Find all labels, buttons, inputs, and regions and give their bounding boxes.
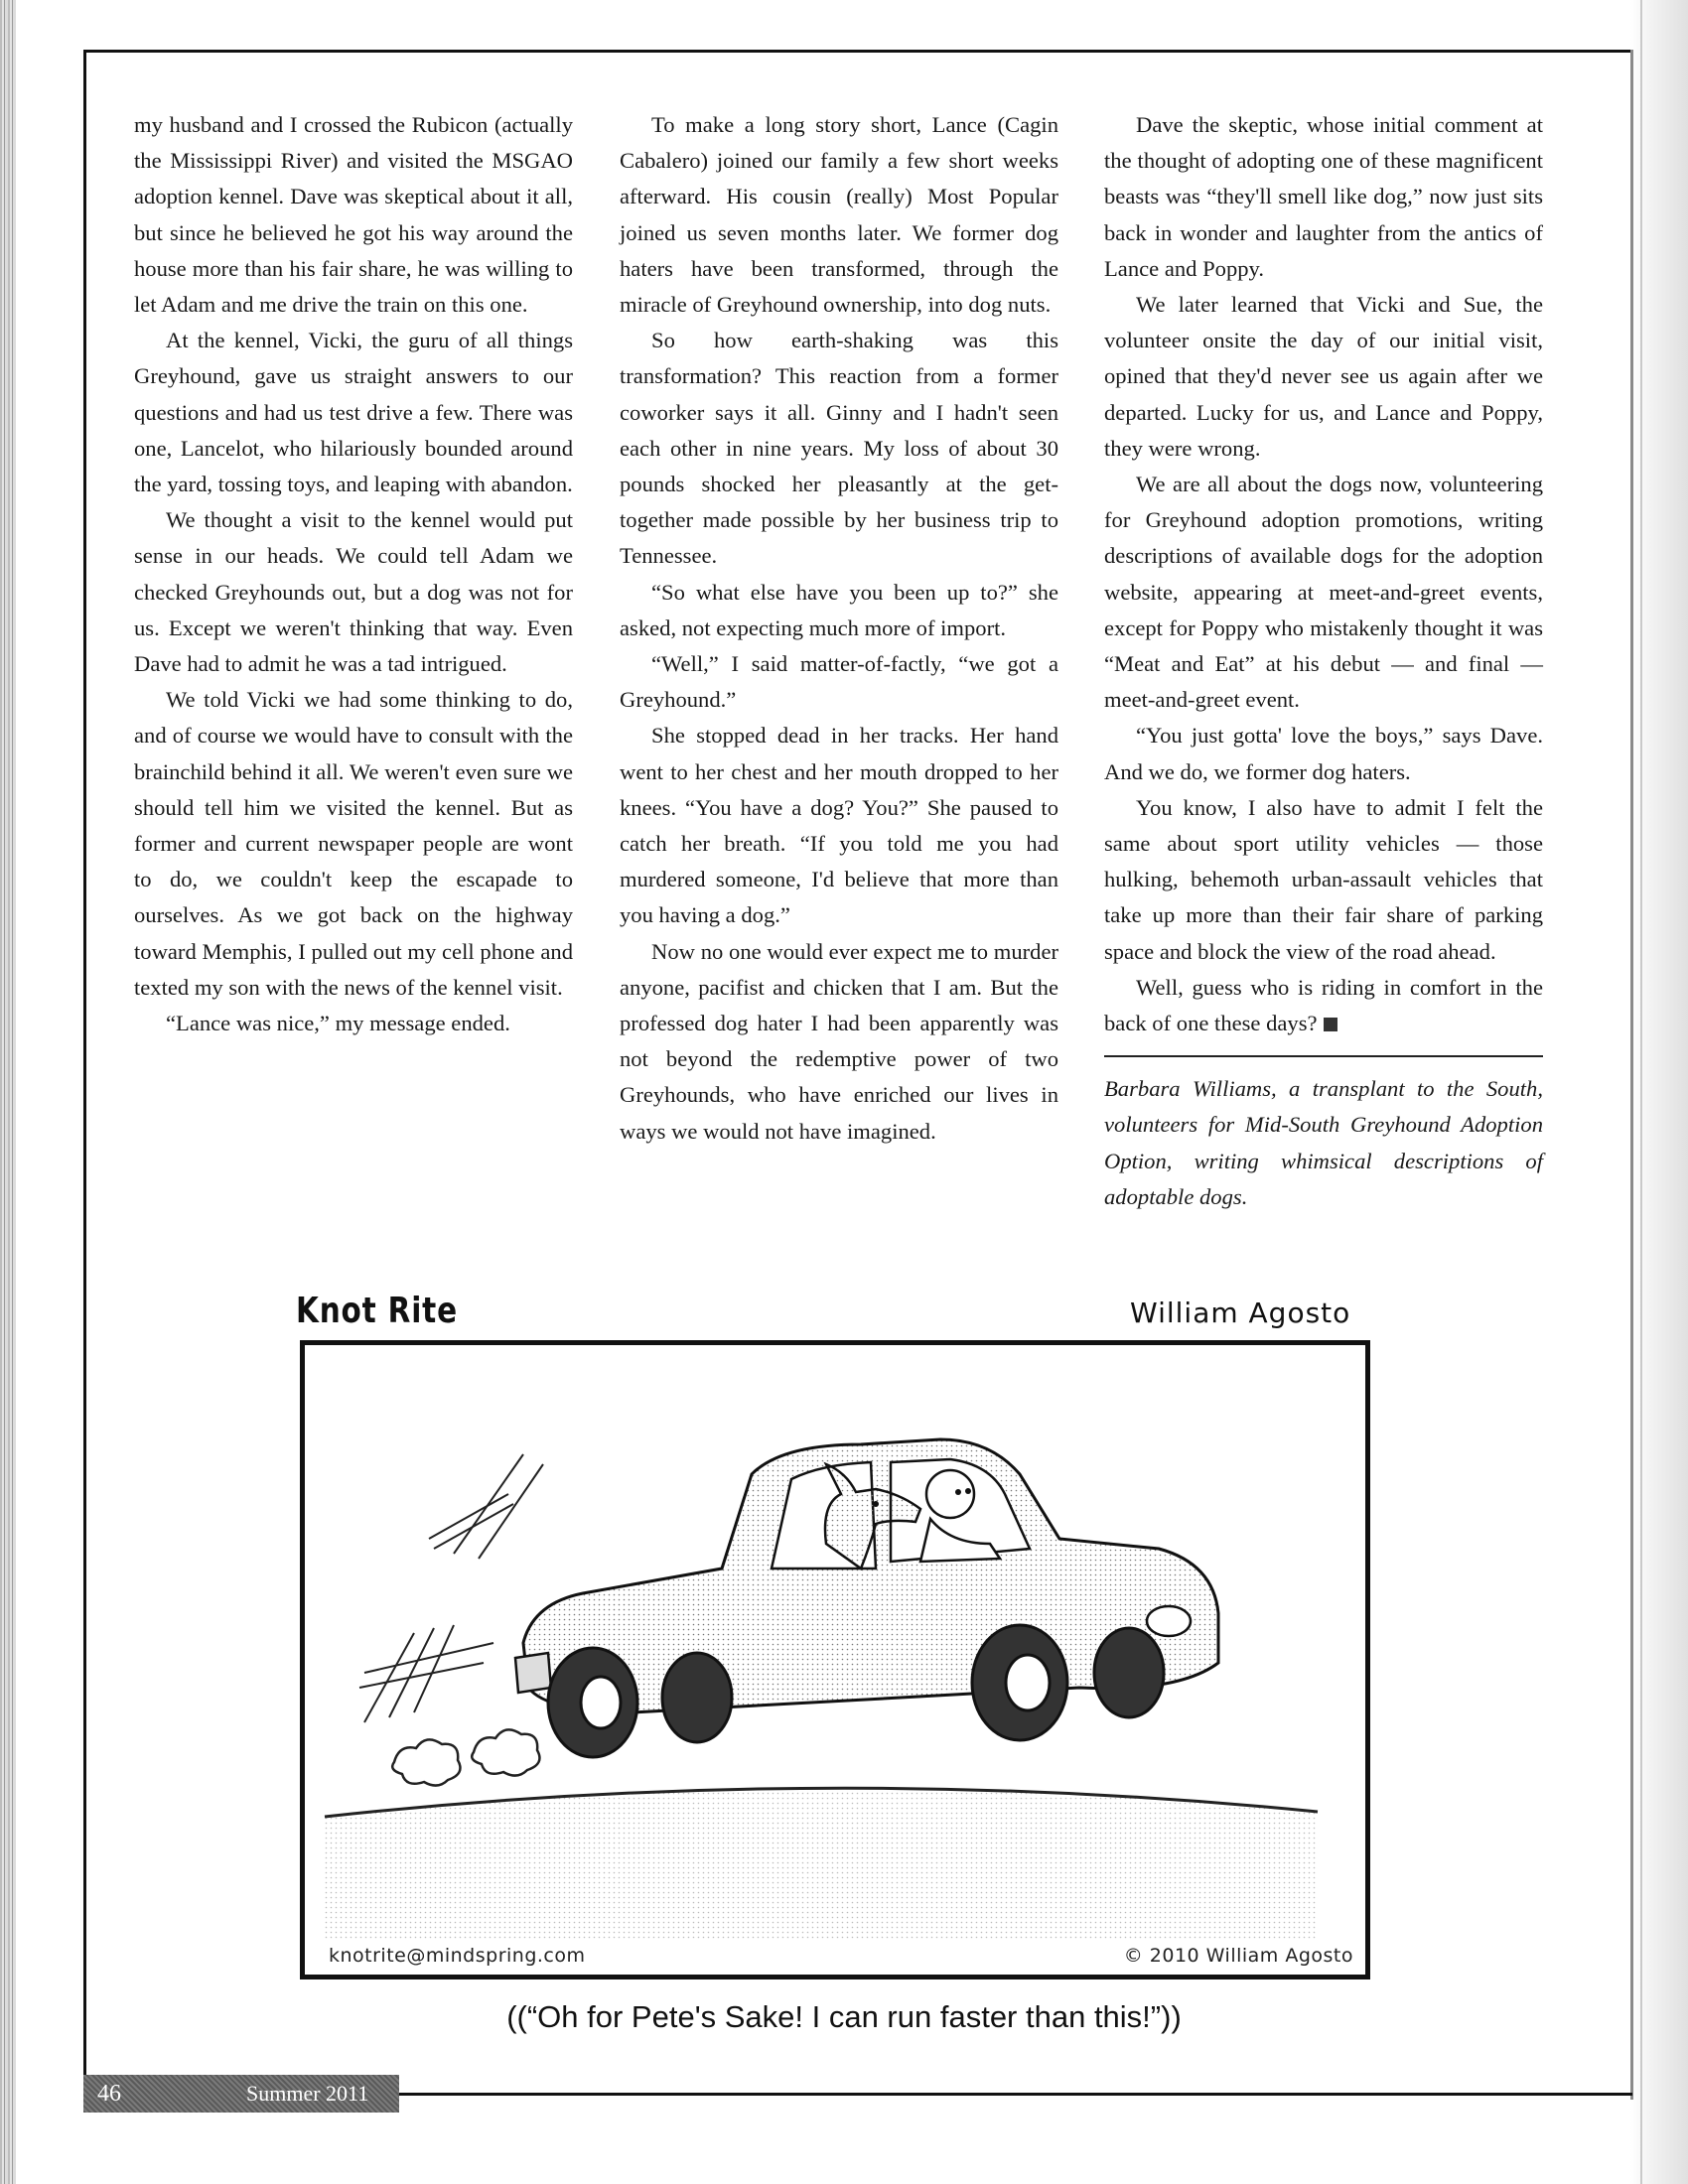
ground-illustration: [325, 1788, 1318, 1941]
col2-paragraph: She stopped dead in her tracks. Her hand went to her chest and her mouth dropped to her knees. “You have a dog? You?” She paused to catch her breath. “If you told me you had murdered someone, I'd believe that more than you having a dog.”: [620, 723, 1058, 928]
article-column-3: [1104, 107, 1543, 1215]
comic-title: Knot Rite: [296, 1291, 458, 1331]
col2-paragraph: “Well,” I said matter-of-factly, “we got a Greyhound.”: [620, 651, 1058, 713]
col3-paragraph: Dave the skeptic, whose initial comment at the thought of adopting one of these magnificent beasts was “they'll smell like dog,” now just sits back in wonder and laughter from the antics of Lance and Poppy.: [1104, 112, 1543, 281]
scan-edge-right: [1630, 0, 1688, 2184]
col3-paragraph: We later learned that Vicki and Sue, the volunteer onsite the day of our initial visit, opined that they'd never see us again after we departed. Lucky for us, and Lance and Poppy, they were wrong.: [1104, 292, 1543, 461]
page-number: 46: [97, 2081, 121, 2107]
comic-email: knotrite@mindspring.com: [329, 1945, 586, 1967]
col1-paragraph: “Lance was nice,” my message ended.: [166, 1011, 510, 1036]
col3-paragraph: “You just gotta' love the boys,” says Dave. And we do, we former dog haters.: [1104, 723, 1543, 784]
exhaust-puffs-illustration: [392, 1729, 539, 1785]
final-paragraph-text: Well, guess who is riding in comfort in the back of one these days?: [1104, 974, 1543, 1036]
issue-label: Summer 2011: [246, 2081, 369, 2106]
comic-panel: [300, 1340, 1370, 1979]
col2-paragraph: “So what else have you been up to?” she asked, not expecting much more of import.: [620, 579, 1058, 640]
col2-paragraph: So how earth-shaking was this transformation? This reaction from a former coworker says it all. Ginny and I hadn't seen each other in nine years. My loss of about 30 pounds shocked her pleasantly at the get-together made possible by her business trip to Tennessee.: [620, 328, 1058, 569]
author-bio: Barbara Williams, a transplant to the South, volunteers for Mid-South Greyhound Adoption Option, writing whimsical descriptions of adoptable dogs.: [1104, 1076, 1543, 1209]
footer-rule: [399, 2093, 1632, 2096]
col2-paragraph: To make a long story short, Lance (Cagin Cabalero) joined our family a few short weeks afterward. His cousin (really) Most Popular joined us seven months later. We former dog haters have been transformed, through the miracle of Greyhound ownership, into dog nuts.: [620, 112, 1058, 318]
col1-paragraph: We thought a visit to the kennel would put sense in our heads. We could tell Adam we checked Greyhounds out, but a dog was not for us. Except we weren't thinking that way. Even Dave had to admit he was a tad intrigued.: [134, 507, 573, 677]
end-of-article-icon: [1324, 1018, 1337, 1031]
bio-divider: [1104, 1055, 1543, 1057]
page-frame-left-rule: [83, 50, 86, 2100]
car-illustration: [515, 1439, 1218, 1757]
comic-copyright: © 2010 William Agosto: [1123, 1945, 1353, 1967]
col1-paragraph: my husband and I crossed the Rubicon (actually the Mississippi River) and visited the MSGAO adoption kennel. Dave was skeptical about it all, but since he believed he got his way around the house more than his fair share, he was willing to let Adam and me drive the train on this one.: [134, 112, 573, 318]
comic-artist: William Agosto: [1130, 1297, 1351, 1329]
col2-paragraph: Now no one would ever expect me to murder anyone, pacifist and chicken that I am. But the professed dog hater I had been apparently was not beyond the redemptive power of two Greyhounds, who have enriched our lives in ways we would not have imagined.: [620, 938, 1058, 1144]
article-column-2: [620, 107, 1058, 1150]
col1-paragraph: At the kennel, Vicki, the guru of all things Greyhound, gave us straight answers to our questions and had us test drive a few. There was one, Lancelot, who hilariously bounded around the yard, tossing toys, and leaping with abandon.: [134, 328, 573, 497]
article-column-1: [134, 107, 573, 1041]
col3-paragraph: You know, I also have to admit I felt the same about sport utility vehicles — those hulking, behemoth urban-assault vehicles that take up more than their fair share of parking space and block the view of the road ahead.: [1104, 794, 1543, 964]
scan-edge-left: [0, 0, 16, 2184]
comic-caption: ((“Oh for Pete's Sake! I can run faster than this!”)): [506, 1999, 1182, 2034]
page-frame-right-rule: [1630, 50, 1633, 2100]
col3-final-paragraph: [1104, 970, 1543, 1041]
col3-paragraph: We are all about the dogs now, volunteering for Greyhound adoption promotions, writing descriptions of available dogs for the adoption website, appearing at meet-and-greet events, except for Poppy who mistakenly thought it was “Meat and Eat” at his debut — and final — meet-and-greet event.: [1104, 472, 1543, 713]
speed-lines-illustration: [359, 1454, 543, 1722]
col1-paragraph: We told Vicki we had some thinking to do, and of course we would have to consult with the brainchild behind it all. We weren't even sure we should tell him we visited the kennel. But as former and current newspaper people are wont to do, we couldn't keep the escapade to ourselves. As we got back on the highway toward Memphis, I pulled out my cell phone and texted my son with the news of the kennel visit.: [134, 687, 573, 1000]
comic-illustration: [305, 1345, 1365, 1975]
page-frame-top-rule: [83, 50, 1632, 53]
